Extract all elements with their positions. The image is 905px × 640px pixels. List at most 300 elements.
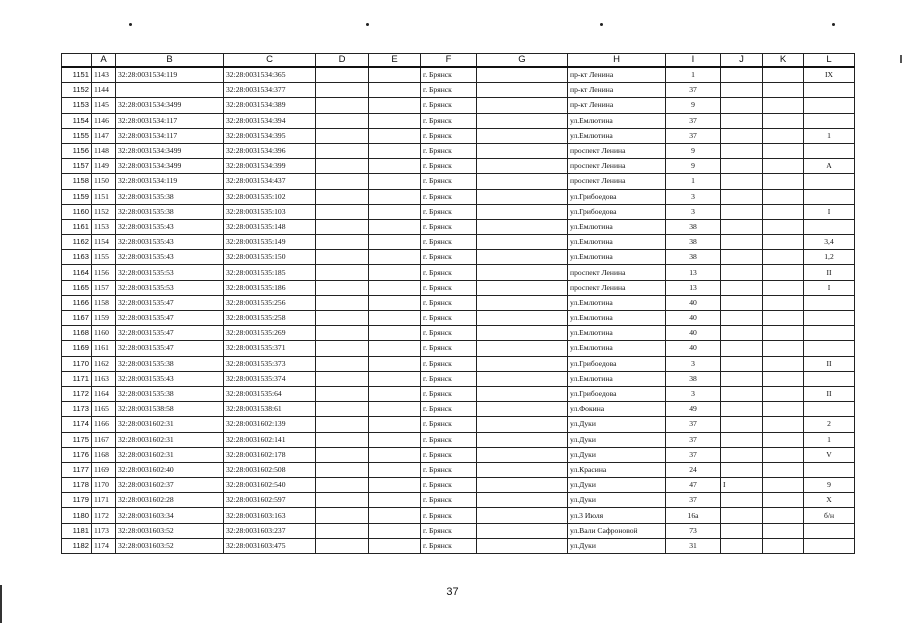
cell-b: 32:28:0031535:38: [116, 356, 224, 371]
cell-b: 32:28:0031535:47: [116, 295, 224, 310]
cell-f: г. Брянск: [421, 462, 477, 477]
cell-g: [477, 538, 568, 553]
cell-d: [316, 219, 369, 234]
cell-f: г. Брянск: [421, 204, 477, 219]
cell-b: 32:28:0031603:52: [116, 538, 224, 553]
table-body: [62, 67, 855, 554]
cell-d: [316, 402, 369, 417]
cell-c: 32:28:0031602:597: [224, 493, 316, 508]
cell-l: 3,4: [804, 235, 855, 250]
cell-i: 40: [666, 341, 721, 356]
cell-c: 32:28:0031602:139: [224, 417, 316, 432]
cell-c: 32:28:0031535:103: [224, 204, 316, 219]
cell-e: [369, 204, 421, 219]
cell-i: 31: [666, 538, 721, 553]
cell-l: I: [804, 204, 855, 219]
row-number: 1164: [62, 265, 92, 280]
cell-d: [316, 371, 369, 386]
row-number: 1165: [62, 280, 92, 295]
cell-c: 32:28:0031534:399: [224, 159, 316, 174]
cell-b: 32:28:0031534:3499: [116, 143, 224, 158]
cell-f: г. Брянск: [421, 235, 477, 250]
cell-j: [721, 295, 763, 310]
cell-d: [316, 143, 369, 158]
cell-c: 32:28:0031534:394: [224, 113, 316, 128]
scan-edge-mark: [900, 55, 902, 63]
table-row: [62, 417, 855, 432]
cell-h: проспект Ленина: [568, 174, 666, 189]
cell-l: 2: [804, 417, 855, 432]
table-row: [62, 402, 855, 417]
cell-h: проспект Ленина: [568, 159, 666, 174]
table-row: [62, 204, 855, 219]
row-number: 1174: [62, 417, 92, 432]
table-row: [62, 462, 855, 477]
cell-g: [477, 402, 568, 417]
cell-c: 32:28:0031602:540: [224, 478, 316, 493]
cell-h: проспект Ленина: [568, 280, 666, 295]
cell-c: 32:28:0031535:102: [224, 189, 316, 204]
cell-l: IX: [804, 67, 855, 83]
table-row: [62, 189, 855, 204]
cell-a: 1166: [92, 417, 116, 432]
cell-l: [804, 311, 855, 326]
cell-e: [369, 189, 421, 204]
cell-k: [763, 159, 804, 174]
cell-l: 1: [804, 128, 855, 143]
cell-d: [316, 265, 369, 280]
cell-i: 3: [666, 204, 721, 219]
cell-b: 32:28:0031534:119: [116, 174, 224, 189]
cell-h: ул.Грибоедова: [568, 356, 666, 371]
cell-h: проспект Ленина: [568, 143, 666, 158]
cell-a: 1165: [92, 402, 116, 417]
cell-g: [477, 189, 568, 204]
cell-e: [369, 508, 421, 523]
cell-l: II: [804, 386, 855, 401]
cell-h: ул.Дуки: [568, 432, 666, 447]
cell-g: [477, 341, 568, 356]
cell-j: [721, 204, 763, 219]
cell-d: [316, 189, 369, 204]
cell-b: 32:28:0031535:47: [116, 311, 224, 326]
cell-g: [477, 295, 568, 310]
cell-k: [763, 371, 804, 386]
cell-l: б/н: [804, 508, 855, 523]
cell-j: [721, 265, 763, 280]
cell-f: г. Брянск: [421, 341, 477, 356]
cell-c: 32:28:0031603:237: [224, 523, 316, 538]
cell-i: 38: [666, 219, 721, 234]
cell-c: 32:28:0031602:508: [224, 462, 316, 477]
cell-k: [763, 128, 804, 143]
cell-g: [477, 356, 568, 371]
cell-j: [721, 538, 763, 553]
column-header-h: H: [568, 54, 666, 68]
cell-c: 32:28:0031603:475: [224, 538, 316, 553]
cell-g: [477, 371, 568, 386]
cell-a: 1150: [92, 174, 116, 189]
cell-k: [763, 295, 804, 310]
row-number: 1172: [62, 386, 92, 401]
cell-f: г. Брянск: [421, 128, 477, 143]
cell-j: [721, 447, 763, 462]
row-number: 1182: [62, 538, 92, 553]
scan-dot: [600, 23, 603, 26]
cell-e: [369, 265, 421, 280]
cell-l: [804, 295, 855, 310]
cell-c: 32:28:0031535:371: [224, 341, 316, 356]
cell-i: 73: [666, 523, 721, 538]
column-header-row: [62, 54, 855, 68]
cell-d: [316, 326, 369, 341]
cell-g: [477, 478, 568, 493]
row-number: 1157: [62, 159, 92, 174]
cell-f: г. Брянск: [421, 113, 477, 128]
cell-e: [369, 417, 421, 432]
cell-c: 32:28:0031538:61: [224, 402, 316, 417]
cell-j: [721, 402, 763, 417]
cell-a: 1168: [92, 447, 116, 462]
cell-a: 1174: [92, 538, 116, 553]
cell-e: [369, 356, 421, 371]
cell-e: [369, 538, 421, 553]
cell-b: 32:28:0031535:43: [116, 250, 224, 265]
cell-h: ул.Грибоедова: [568, 204, 666, 219]
cell-b: 32:28:0031535:53: [116, 265, 224, 280]
cell-e: [369, 523, 421, 538]
cell-l: 9: [804, 478, 855, 493]
cell-e: [369, 295, 421, 310]
cell-g: [477, 159, 568, 174]
row-number: 1163: [62, 250, 92, 265]
cell-d: [316, 462, 369, 477]
scan-dot: [832, 23, 835, 26]
cell-i: 37: [666, 447, 721, 462]
cell-i: 9: [666, 98, 721, 113]
cell-a: 1153: [92, 219, 116, 234]
cell-i: 37: [666, 432, 721, 447]
cell-a: 1155: [92, 250, 116, 265]
cell-f: г. Брянск: [421, 189, 477, 204]
row-number: 1159: [62, 189, 92, 204]
cell-h: ул.Емлютина: [568, 128, 666, 143]
cell-e: [369, 402, 421, 417]
cell-j: [721, 326, 763, 341]
cell-c: 32:28:0031534:437: [224, 174, 316, 189]
cell-f: г. Брянск: [421, 219, 477, 234]
cell-i: 38: [666, 371, 721, 386]
cell-k: [763, 478, 804, 493]
cell-l: [804, 113, 855, 128]
cell-d: [316, 113, 369, 128]
cell-f: г. Брянск: [421, 280, 477, 295]
cell-j: [721, 356, 763, 371]
cell-j: [721, 159, 763, 174]
cell-i: 37: [666, 128, 721, 143]
cell-k: [763, 417, 804, 432]
cell-c: 32:28:0031534:377: [224, 83, 316, 98]
cell-k: [763, 538, 804, 553]
cell-c: 32:28:0031535:185: [224, 265, 316, 280]
column-header-g: G: [477, 54, 568, 68]
cell-e: [369, 478, 421, 493]
cell-c: 32:28:0031535:148: [224, 219, 316, 234]
cell-a: 1162: [92, 356, 116, 371]
row-number: 1181: [62, 523, 92, 538]
table-row: [62, 508, 855, 523]
cell-i: 3: [666, 189, 721, 204]
cell-j: [721, 311, 763, 326]
cell-g: [477, 174, 568, 189]
cell-a: 1152: [92, 204, 116, 219]
cell-l: 1: [804, 432, 855, 447]
cell-a: 1172: [92, 508, 116, 523]
cell-e: [369, 341, 421, 356]
cell-k: [763, 432, 804, 447]
cell-h: ул.Емлютина: [568, 235, 666, 250]
cell-e: [369, 143, 421, 158]
cell-k: [763, 280, 804, 295]
cell-h: ул.Дуки: [568, 538, 666, 553]
cell-d: [316, 447, 369, 462]
table-row: [62, 538, 855, 553]
cell-f: г. Брянск: [421, 523, 477, 538]
cell-k: [763, 311, 804, 326]
cell-c: 32:28:0031535:256: [224, 295, 316, 310]
table-row: [62, 235, 855, 250]
cell-d: [316, 67, 369, 83]
cell-i: 37: [666, 113, 721, 128]
table-row: [62, 326, 855, 341]
cell-g: [477, 143, 568, 158]
cell-d: [316, 250, 369, 265]
cell-f: г. Брянск: [421, 371, 477, 386]
cell-a: 1146: [92, 113, 116, 128]
cell-h: ул.Емлютина: [568, 326, 666, 341]
cell-k: [763, 98, 804, 113]
cell-h: ул.Вали Сафроновой: [568, 523, 666, 538]
cell-h: ул.Емлютина: [568, 311, 666, 326]
cell-i: 47: [666, 478, 721, 493]
cell-f: г. Брянск: [421, 174, 477, 189]
cell-b: 32:28:0031538:58: [116, 402, 224, 417]
cell-l: II: [804, 356, 855, 371]
cell-c: 32:28:0031602:141: [224, 432, 316, 447]
cell-j: I: [721, 478, 763, 493]
cell-l: A: [804, 159, 855, 174]
column-header-d: D: [316, 54, 369, 68]
cell-b: 32:28:0031534:3499: [116, 98, 224, 113]
cell-d: [316, 204, 369, 219]
cell-e: [369, 326, 421, 341]
cell-e: [369, 113, 421, 128]
cell-b: 32:28:0031603:34: [116, 508, 224, 523]
cell-b: 32:28:0031603:52: [116, 523, 224, 538]
cell-k: [763, 341, 804, 356]
cell-k: [763, 67, 804, 83]
cell-k: [763, 462, 804, 477]
cell-h: ул.Дуки: [568, 478, 666, 493]
cell-d: [316, 386, 369, 401]
cell-c: 32:28:0031534:395: [224, 128, 316, 143]
cell-k: [763, 386, 804, 401]
cell-k: [763, 83, 804, 98]
cell-c: 32:28:0031535:373: [224, 356, 316, 371]
cell-b: 32:28:0031534:117: [116, 128, 224, 143]
cell-g: [477, 113, 568, 128]
table-row: [62, 478, 855, 493]
cell-g: [477, 493, 568, 508]
cell-a: 1163: [92, 371, 116, 386]
row-number: 1154: [62, 113, 92, 128]
cell-l: [804, 402, 855, 417]
cell-g: [477, 447, 568, 462]
table-row: [62, 67, 855, 83]
cell-d: [316, 417, 369, 432]
cell-a: 1147: [92, 128, 116, 143]
cell-e: [369, 83, 421, 98]
cell-g: [477, 98, 568, 113]
cell-g: [477, 128, 568, 143]
cell-j: [721, 462, 763, 477]
column-header-j: J: [721, 54, 763, 68]
cell-e: [369, 447, 421, 462]
cell-h: ул.3 Июля: [568, 508, 666, 523]
cell-c: 32:28:0031603:163: [224, 508, 316, 523]
cell-i: 40: [666, 295, 721, 310]
cell-l: [804, 98, 855, 113]
corner-cell: [62, 54, 92, 68]
row-number: 1170: [62, 356, 92, 371]
cell-e: [369, 250, 421, 265]
column-header-c: C: [224, 54, 316, 68]
cell-i: 9: [666, 143, 721, 158]
cell-b: 32:28:0031535:38: [116, 189, 224, 204]
table-row: [62, 159, 855, 174]
cell-i: 37: [666, 83, 721, 98]
row-number: 1173: [62, 402, 92, 417]
table-row: [62, 128, 855, 143]
table-row: [62, 83, 855, 98]
cell-l: II: [804, 265, 855, 280]
cell-k: [763, 189, 804, 204]
cell-a: 1158: [92, 295, 116, 310]
cell-a: 1148: [92, 143, 116, 158]
cell-g: [477, 265, 568, 280]
cell-a: 1156: [92, 265, 116, 280]
cell-i: 40: [666, 326, 721, 341]
cell-d: [316, 538, 369, 553]
cell-f: г. Брянск: [421, 83, 477, 98]
cell-g: [477, 311, 568, 326]
cell-e: [369, 280, 421, 295]
cell-f: г. Брянск: [421, 447, 477, 462]
row-number: 1155: [62, 128, 92, 143]
cell-b: 32:28:0031535:47: [116, 341, 224, 356]
spreadsheet-table: [61, 53, 855, 554]
cell-f: г. Брянск: [421, 417, 477, 432]
row-number: 1179: [62, 493, 92, 508]
cell-h: пр-кт Ленина: [568, 98, 666, 113]
table-row: [62, 219, 855, 234]
row-number: 1176: [62, 447, 92, 462]
cell-e: [369, 67, 421, 83]
column-header-k: K: [763, 54, 804, 68]
cell-g: [477, 219, 568, 234]
cell-c: 32:28:0031535:150: [224, 250, 316, 265]
cell-e: [369, 128, 421, 143]
cell-a: 1164: [92, 386, 116, 401]
cell-l: [804, 371, 855, 386]
cell-b: 32:28:0031602:40: [116, 462, 224, 477]
cell-j: [721, 386, 763, 401]
cell-i: 40: [666, 311, 721, 326]
cell-e: [369, 174, 421, 189]
cell-h: ул.Дуки: [568, 447, 666, 462]
row-number: 1156: [62, 143, 92, 158]
cell-j: [721, 417, 763, 432]
cell-d: [316, 174, 369, 189]
cell-d: [316, 159, 369, 174]
cell-f: г. Брянск: [421, 67, 477, 83]
cell-h: ул.Емлютина: [568, 371, 666, 386]
cell-d: [316, 280, 369, 295]
cell-h: ул.Емлютина: [568, 341, 666, 356]
cell-d: [316, 478, 369, 493]
row-number: 1171: [62, 371, 92, 386]
cell-f: г. Брянск: [421, 326, 477, 341]
cell-f: г. Брянск: [421, 538, 477, 553]
cell-j: [721, 493, 763, 508]
cell-a: 1161: [92, 341, 116, 356]
cell-k: [763, 326, 804, 341]
row-number: 1169: [62, 341, 92, 356]
cell-i: 38: [666, 235, 721, 250]
table-row: [62, 523, 855, 538]
cell-i: 24: [666, 462, 721, 477]
cell-h: пр-кт Ленина: [568, 83, 666, 98]
cell-j: [721, 432, 763, 447]
cell-i: 13: [666, 265, 721, 280]
table-row: [62, 341, 855, 356]
cell-k: [763, 250, 804, 265]
cell-h: ул.Дуки: [568, 417, 666, 432]
cell-c: 32:28:0031535:186: [224, 280, 316, 295]
cell-i: 1: [666, 174, 721, 189]
table-row: [62, 265, 855, 280]
cell-g: [477, 462, 568, 477]
cell-g: [477, 326, 568, 341]
cell-f: г. Брянск: [421, 356, 477, 371]
cell-d: [316, 128, 369, 143]
row-number: 1168: [62, 326, 92, 341]
cell-k: [763, 508, 804, 523]
cell-a: 1149: [92, 159, 116, 174]
row-number: 1151: [62, 67, 92, 83]
cell-f: г. Брянск: [421, 265, 477, 280]
cell-l: I: [804, 280, 855, 295]
cell-j: [721, 98, 763, 113]
cell-j: [721, 341, 763, 356]
cell-h: ул.Емлютина: [568, 113, 666, 128]
cell-d: [316, 98, 369, 113]
cell-a: 1143: [92, 67, 116, 83]
cell-b: [116, 83, 224, 98]
scan-dot: [129, 23, 132, 26]
cell-f: г. Брянск: [421, 432, 477, 447]
cell-b: 32:28:0031535:43: [116, 235, 224, 250]
